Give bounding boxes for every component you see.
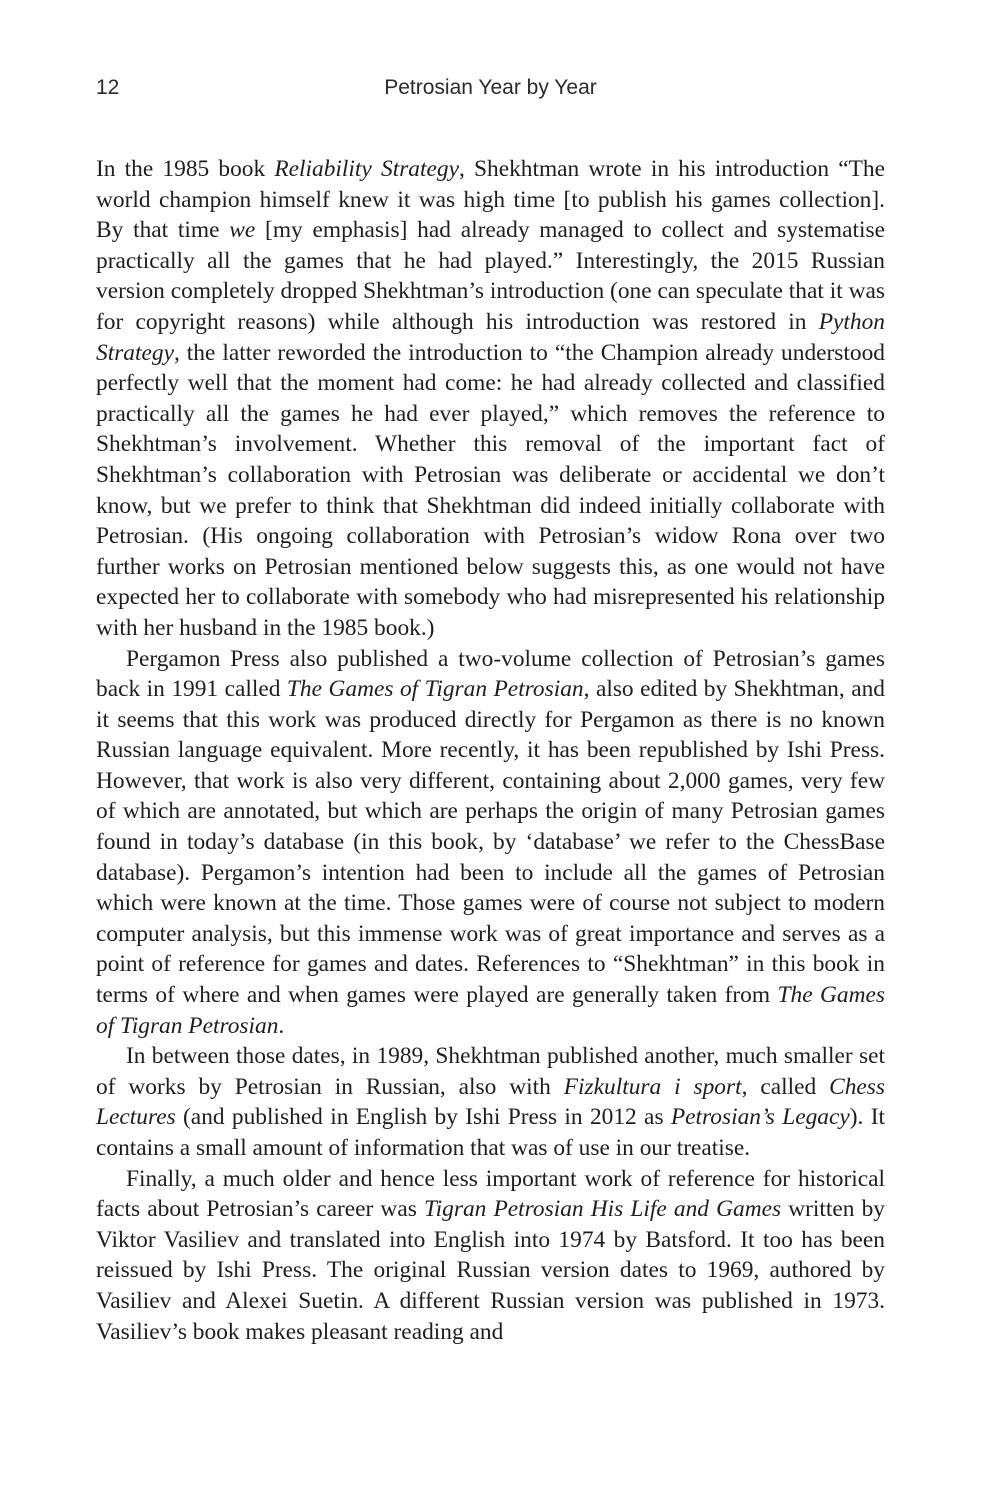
body-text <box>96 154 885 1347</box>
page-number: 12 <box>96 76 120 99</box>
text-run: , also edited by Shekhtman, and it seems that this work was produced directly for Pergamon as there is no known Russian language equivalent. More recently, it has been republished by Ishi Press. However, that work is also very different, containing about 2,000 games, very few of which are annotated, but which are perhaps the origin of many Petrosian games found in today’s database (in this book, by ‘database’ we refer to the ChessBase database). Pergamon’s intention had been to include all the games of Petrosian which were known at the time. Those games were of course not subject to modern computer analysis, but this immense work was of great importance and serves as a point of reference for games and dates. References to “Shekhtman” in this book in terms of where and when games were played are generally taken from <box>96 676 885 1009</box>
text-run: Finally, a much older and hence less important work of reference for historical facts about Petrosian’s career was <box>96 1165 885 1223</box>
italic-emphasis: we <box>229 217 256 244</box>
text-run: . <box>278 1012 285 1039</box>
text-run: [my emphasis] had already managed to collect and systematise practically all the games that he had played.” Interestingly, the 2015 Russian version completely dropped Shekhtman’s introduction (one can speculate that it was for copyright reasons) while although his introduction was restored in <box>96 217 885 335</box>
italic-book-title: The Games of Tigran Petrosian <box>96 982 885 1039</box>
italic-book-title: Petrosian’s Legacy <box>670 1104 850 1131</box>
text-run: (and published in English by Ishi Press in 2012 as <box>175 1104 671 1131</box>
text-run: , called <box>741 1073 830 1100</box>
paragraph <box>96 644 885 1042</box>
italic-book-title: Python Strategy <box>96 308 885 366</box>
text-run: ). It contains a small amount of information that was of use in our treatise. <box>96 1104 886 1161</box>
text-run: , the latter reworded the introduction to “the Champion already understood perfectly well that the moment had come: he had already collected and classified practically all the games he had ever played,” which removes the reference to Shekhtman’s involvement. Whether this removal of the important fact of Shekhtman’s collaboration with Petrosian was deliberate or accidental we don’t know, but we prefer to think that Shekhtman did indeed initially collaborate with Petrosian. (His ongoing collaboration with Petrosian’s widow Rona over two further works on Petrosian mentioned below suggests this, as one would not have expected her to collaborate with somebody who had misrepresented his relationship with her husband in the 1985 book.) <box>96 339 885 641</box>
running-title: Petrosian Year by Year <box>384 76 597 99</box>
running-header <box>96 72 885 106</box>
italic-book-title: The Games of Tigran Petrosian <box>286 676 584 703</box>
italic-book-title: Reliability Strategy <box>274 156 459 182</box>
text-run: In the 1985 book <box>96 156 275 182</box>
italic-book-title: Tigran Petrosian His Life and Games <box>423 1196 782 1223</box>
paragraph <box>96 1041 885 1163</box>
text-run: Pergamon Press also published a two-volume collection of Petrosian’s games back in 1991 called <box>96 645 885 703</box>
italic-book-title: Chess Lectures <box>96 1073 885 1131</box>
paragraph <box>96 154 885 644</box>
italic-publisher-name: Fizkultura i sport <box>563 1073 742 1100</box>
text-run: , Shekhtman wrote in his introduction “The world champion himself knew it was high time [to publish his games collection]. By that time <box>96 156 886 244</box>
text-run: written by Viktor Vasiliev and translated into English into 1974 by Batsford. It too has been reissued by Ishi Press. The original Russian version dates to 1969, authored by Vasiliev and Alexei Suetin. A different Russian version was published in 1973. Vasiliev’s book makes pleasant reading and <box>96 1196 885 1345</box>
text-run: In between those dates, in 1989, Shekhtman published another, much smaller set of works by Petrosian in Russian, also with <box>96 1043 885 1100</box>
paragraph <box>96 1164 885 1348</box>
